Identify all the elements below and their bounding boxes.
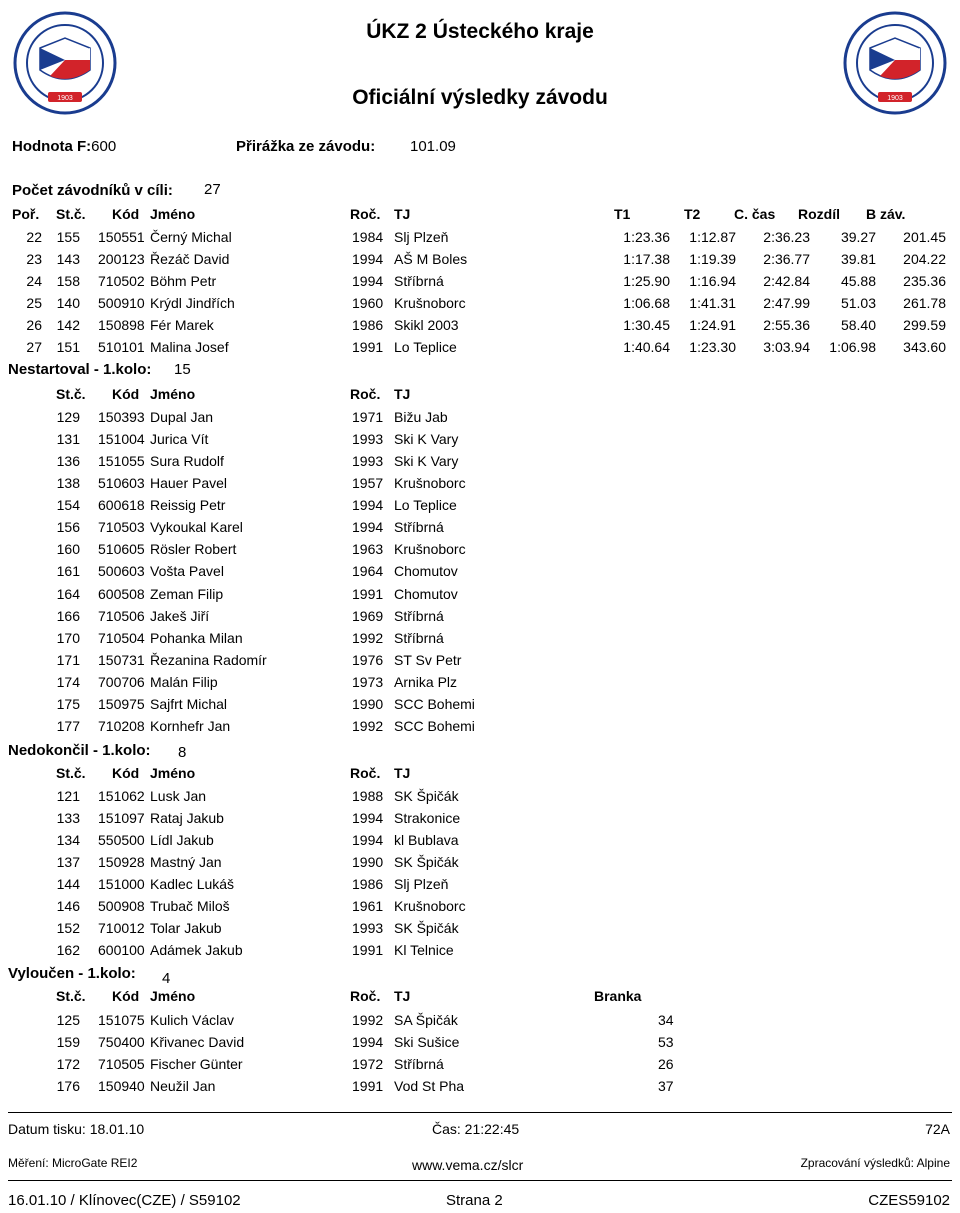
code: 510603 [98, 475, 145, 492]
svg-text:1903: 1903 [57, 95, 73, 102]
code: 600100 [98, 942, 145, 959]
year: 1969 [352, 607, 384, 624]
start-number: 176 [56, 1078, 80, 1095]
club: Ski Sušice [394, 1034, 460, 1051]
table-row [0, 251, 960, 273]
table-row [0, 475, 960, 497]
table-row [0, 810, 960, 832]
code: 710503 [98, 519, 145, 536]
club: Ski K Vary [394, 431, 459, 448]
name: Böhm Petr [150, 273, 217, 289]
club: Kl Telnice [394, 942, 454, 959]
year: 1992 [352, 1012, 384, 1028]
run2-time: 1:12.87 [689, 229, 736, 245]
code: 500603 [98, 563, 145, 580]
name: Fér Marek [150, 317, 214, 333]
club: SCC Bohemi [394, 695, 475, 712]
table-row [0, 718, 960, 740]
run2-time: 1:41.31 [689, 295, 736, 311]
run2-time: 1:24.91 [689, 317, 736, 333]
club: Strakonice [394, 810, 461, 827]
pocet-label: Počet závodníků v cíli: [12, 182, 173, 199]
total-time: 3:03.94 [763, 339, 810, 355]
table-row [0, 696, 960, 718]
run2-time: 1:23.30 [689, 339, 736, 355]
start-number: 137 [56, 854, 80, 871]
code: 710502 [98, 273, 145, 289]
year: 1986 [352, 317, 384, 333]
name: Vykoukal Karel [150, 519, 243, 536]
code: 200123 [98, 251, 145, 267]
footer-divider [8, 1112, 952, 1113]
code: 510605 [98, 541, 145, 558]
rank: 25 [26, 295, 42, 311]
table-row [0, 317, 960, 339]
start-number: 170 [56, 629, 80, 646]
race-id: CZES59102 [868, 1192, 950, 1209]
table-row [0, 229, 960, 251]
race-points: 261.78 [903, 295, 946, 311]
club: Lo Teplice [394, 497, 457, 514]
difference: 51.03 [840, 295, 876, 311]
difference: 39.81 [840, 251, 876, 267]
code: 151097 [98, 810, 145, 827]
nestartoval-count: 15 [174, 361, 191, 378]
name: Fischer Günter [150, 1056, 243, 1073]
year: 1971 [352, 409, 384, 425]
year: 1992 [352, 629, 384, 646]
start-number: 174 [56, 673, 80, 690]
table-row [0, 788, 960, 810]
print-date: Datum tisku: 18.01.10 [8, 1121, 145, 1137]
name: Dupal Jan [150, 409, 214, 425]
year: 1990 [352, 695, 384, 712]
club: Chomutov [394, 563, 458, 580]
vyloucen-label: Vyloučen - 1.kolo: [8, 965, 136, 982]
nedokoncil-label: Nedokončil - 1.kolo: [8, 742, 151, 759]
run2-time: 1:16.94 [689, 273, 736, 289]
table-row [0, 563, 960, 585]
page-number: Strana 2 [446, 1192, 503, 1209]
total-time: 2:42.84 [763, 273, 810, 289]
code: 150975 [98, 695, 145, 712]
club: SK Špičák [394, 854, 459, 871]
table-row [0, 273, 960, 295]
name: Rataj Jakub [150, 810, 224, 827]
year: 1973 [352, 673, 384, 690]
table-row [0, 409, 960, 431]
name: Malán Filip [150, 673, 218, 690]
start-number: 161 [56, 563, 80, 580]
year: 1986 [352, 876, 384, 893]
name: Adámek Jakub [150, 942, 243, 959]
start-number: 134 [56, 832, 80, 849]
gate: 37 [658, 1078, 674, 1095]
total-time: 2:55.36 [763, 317, 810, 333]
code: 500908 [98, 898, 145, 915]
name: Kulich Václav [150, 1012, 235, 1028]
name: Sajfrt Michal [150, 695, 228, 712]
table-row [0, 453, 960, 475]
code: 710208 [98, 717, 145, 734]
year: 1993 [352, 453, 384, 470]
name: Pohanka Milan [150, 629, 243, 646]
svg-text:1903: 1903 [887, 95, 903, 102]
club: Stříbrná [394, 1056, 444, 1073]
start-number: 156 [56, 519, 80, 536]
table-row [0, 431, 960, 453]
code: 600618 [98, 497, 145, 514]
table-row [0, 854, 960, 876]
start-number: 177 [56, 717, 80, 734]
year: 1960 [352, 295, 384, 311]
difference: 58.40 [840, 317, 876, 333]
club: Ski K Vary [394, 453, 459, 470]
race-points: 204.22 [903, 251, 946, 267]
name: Řezáč David [150, 251, 230, 267]
name: Kornhefr Jan [150, 717, 231, 734]
start-number: 154 [56, 497, 80, 514]
year: 1993 [352, 431, 384, 448]
run1-time: 1:23.36 [623, 229, 670, 245]
run1-time: 1:30.45 [623, 317, 670, 333]
website-link[interactable]: www.vema.cz/slcr [412, 1157, 524, 1173]
year: 1994 [352, 832, 384, 849]
year: 1991 [352, 339, 384, 355]
total-time: 2:47.99 [763, 295, 810, 311]
club: Chomutov [394, 585, 458, 602]
prirazka-value: 101.09 [410, 138, 456, 155]
difference: 39.27 [840, 229, 876, 245]
start-number: 172 [56, 1056, 80, 1073]
name: Vošta Pavel [150, 563, 224, 580]
name: Lídl Jakub [150, 832, 214, 849]
start-number: 171 [56, 651, 80, 668]
run1-time: 1:17.38 [623, 251, 670, 267]
total-time: 2:36.23 [763, 229, 810, 245]
name: Hauer Pavel [150, 475, 228, 492]
year: 1963 [352, 541, 384, 558]
start-number: 155 [56, 229, 80, 245]
year: 1964 [352, 563, 384, 580]
start-number: 129 [56, 409, 80, 425]
table-row [0, 1056, 960, 1078]
code: 150928 [98, 854, 145, 871]
year: 1957 [352, 475, 384, 492]
table-row [0, 898, 960, 920]
code: 150731 [98, 651, 145, 668]
start-number: 136 [56, 453, 80, 470]
year: 1991 [352, 1078, 384, 1095]
rank: 27 [26, 339, 42, 355]
hodnota-f: Hodnota F:600 [12, 138, 117, 155]
club: Arnika Plz [394, 673, 458, 690]
club: SK Špičák [394, 920, 459, 937]
start-number: 162 [56, 942, 80, 959]
page-subtitle: Oficiální výsledky závodu [352, 86, 608, 109]
year: 1961 [352, 898, 384, 915]
club: Lo Teplice [394, 339, 457, 355]
start-number: 140 [56, 295, 80, 311]
run1-time: 1:06.68 [623, 295, 670, 311]
year: 1984 [352, 229, 384, 245]
year: 1994 [352, 497, 384, 514]
nedokoncil-header: St.č. Kód Jméno Roč. TJ [56, 765, 411, 781]
year: 1992 [352, 717, 384, 734]
code: 510101 [98, 339, 145, 355]
year: 1976 [352, 651, 384, 668]
club: Stříbrná [394, 607, 444, 624]
year: 1972 [352, 1056, 384, 1073]
prirazka-label: Přirážka ze závodu: [236, 138, 376, 155]
table-row [0, 920, 960, 942]
club: Stříbrná [394, 519, 444, 536]
club: ST Sv Petr [394, 651, 462, 668]
table-row [0, 630, 960, 652]
name: Černý Michal [150, 229, 232, 245]
start-number: 166 [56, 607, 80, 624]
table-row [0, 586, 960, 608]
name: Jakeš Jiří [150, 607, 210, 624]
nestartoval-label: Nestartoval - 1.kolo: [8, 361, 152, 378]
year: 1991 [352, 942, 384, 959]
year: 1993 [352, 920, 384, 937]
table-row [0, 876, 960, 898]
start-number: 143 [56, 251, 80, 267]
print-time: Čas: 21:22:45 [432, 1121, 520, 1137]
code: 151000 [98, 876, 145, 893]
table-row [0, 339, 960, 361]
name: Sura Rudolf [150, 453, 224, 470]
table-row [0, 652, 960, 674]
start-number: 142 [56, 317, 80, 333]
club: SA Špičák [394, 1012, 458, 1028]
run1-time: 1:40.64 [623, 339, 670, 355]
rank: 23 [26, 251, 42, 267]
start-number: 159 [56, 1034, 80, 1051]
name: Neužil Jan [150, 1078, 216, 1095]
table-row [0, 1034, 960, 1056]
name: Krýdl Jindřích [150, 295, 235, 311]
nedokoncil-count: 8 [178, 744, 187, 761]
start-number: 164 [56, 585, 80, 602]
year: 1990 [352, 854, 384, 871]
table-row [0, 942, 960, 964]
start-number: 151 [56, 339, 80, 355]
code: 710506 [98, 607, 145, 624]
code: 151062 [98, 788, 145, 804]
run1-time: 1:25.90 [623, 273, 670, 289]
club: Slj Plzeň [394, 876, 449, 893]
race-points: 235.36 [903, 273, 946, 289]
timing-info: Měření: MicroGate REI2 [8, 1156, 138, 1170]
year: 1994 [352, 1034, 384, 1051]
name: Reissig Petr [150, 497, 226, 514]
club: Krušnoborc [394, 541, 466, 558]
club: kl Bublava [394, 832, 459, 849]
gate: 53 [658, 1034, 674, 1051]
table-row [0, 608, 960, 630]
pocet-value: 27 [204, 181, 221, 198]
year: 1994 [352, 273, 384, 289]
name: Rösler Robert [150, 541, 237, 558]
club: Krušnoborc [394, 295, 466, 311]
club: Bižu Jab [394, 409, 448, 425]
club: SK Špičák [394, 788, 459, 804]
gate: 34 [658, 1012, 674, 1028]
club: Krušnoborc [394, 898, 466, 915]
code: 151004 [98, 431, 145, 448]
page-code: 72A [925, 1121, 950, 1137]
page-title: ÚKZ 2 Ústeckého kraje [366, 20, 594, 43]
start-number: 175 [56, 695, 80, 712]
table-row [0, 1078, 960, 1100]
table-row [0, 674, 960, 696]
club: Stříbrná [394, 629, 444, 646]
code: 710012 [98, 920, 145, 937]
code: 710504 [98, 629, 145, 646]
start-number: 158 [56, 273, 80, 289]
name: Mastný Jan [150, 854, 222, 871]
vyloucen-count: 4 [162, 970, 171, 987]
name: Lusk Jan [150, 788, 207, 804]
code: 150898 [98, 317, 145, 333]
table-row [0, 519, 960, 541]
table-row [0, 1012, 960, 1034]
gate: 26 [658, 1056, 674, 1073]
code: 710505 [98, 1056, 145, 1073]
name: Trubač Miloš [150, 898, 230, 915]
code: 700706 [98, 673, 145, 690]
results-header: Poř. St.č. Kód Jméno Roč. TJ T1 T2 C. čas Rozdíl B záv. [12, 206, 906, 222]
name: Křivanec David [150, 1034, 245, 1051]
table-row [0, 295, 960, 317]
race-info: 16.01.10 / Klínovec(CZE) / S59102 [8, 1192, 241, 1209]
vyloucen-header: St.č. Kód Jméno Roč. TJ Branka [56, 988, 642, 1004]
club: Skikl 2003 [394, 317, 459, 333]
race-points: 299.59 [903, 317, 946, 333]
footer-divider-2 [8, 1180, 952, 1181]
year: 1988 [352, 788, 384, 804]
year: 1994 [352, 810, 384, 827]
total-time: 2:36.77 [763, 251, 810, 267]
start-number: 131 [56, 431, 80, 448]
race-points: 343.60 [903, 339, 946, 355]
code: 550500 [98, 832, 145, 849]
name: Tolar Jakub [150, 920, 222, 937]
name: Zeman Filip [150, 585, 224, 602]
code: 600508 [98, 585, 145, 602]
code: 750400 [98, 1034, 145, 1051]
club: Slj Plzeň [394, 229, 449, 245]
name: Řezanina Radomír [150, 651, 267, 668]
difference: 45.88 [840, 273, 876, 289]
rank: 26 [26, 317, 42, 333]
year: 1991 [352, 585, 384, 602]
start-number: 146 [56, 898, 80, 915]
name: Jurica Vít [150, 431, 209, 448]
nestartoval-header: St.č. Kód Jméno Roč. TJ [56, 386, 411, 402]
rank: 22 [26, 229, 42, 245]
table-row [0, 497, 960, 519]
processing-info: Zpracování výsledků: Alpine [800, 1156, 950, 1170]
table-row [0, 832, 960, 854]
club: Krušnoborc [394, 475, 466, 492]
run2-time: 1:19.39 [689, 251, 736, 267]
start-number: 133 [56, 810, 80, 827]
code: 150393 [98, 409, 145, 425]
code: 151055 [98, 453, 145, 470]
club: SCC Bohemi [394, 717, 475, 734]
code: 151075 [98, 1012, 145, 1028]
club: AŠ M Boles [394, 251, 468, 267]
start-number: 121 [56, 788, 80, 804]
start-number: 152 [56, 920, 80, 937]
club: Stříbrná [394, 273, 444, 289]
race-points: 201.45 [903, 229, 946, 245]
year: 1994 [352, 251, 384, 267]
name: Malina Josef [150, 339, 229, 355]
start-number: 160 [56, 541, 80, 558]
name: Kadlec Lukáš [150, 876, 235, 893]
start-number: 125 [56, 1012, 80, 1028]
code: 500910 [98, 295, 145, 311]
code: 150551 [98, 229, 145, 245]
code: 150940 [98, 1078, 145, 1095]
start-number: 138 [56, 475, 80, 492]
year: 1994 [352, 519, 384, 536]
club: Vod St Pha [394, 1078, 465, 1095]
table-row [0, 541, 960, 563]
rank: 24 [26, 273, 42, 289]
difference: 1:06.98 [829, 339, 876, 355]
start-number: 144 [56, 876, 80, 893]
